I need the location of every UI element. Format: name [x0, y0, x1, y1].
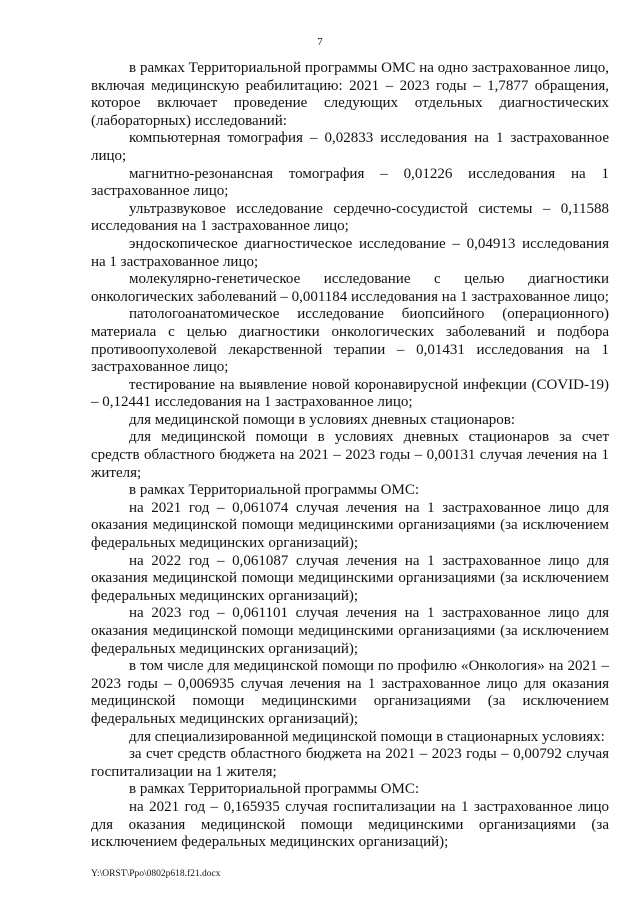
paragraph: на 2021 год – 0,061074 случая лечения на 1 застрахованное лицо для оказания медицинской помощи медицинскими организациями (за исключением федеральных медицинских организаций);	[91, 499, 609, 552]
paragraph: на 2022 год – 0,061087 случая лечения на 1 застрахованное лицо для оказания медицинской помощи медицинскими организациями (за исключением федеральных медицинских организаций);	[91, 552, 609, 604]
paragraph: для специализированной медицинской помощи в стационарных условиях:	[129, 728, 605, 745]
paragraph: патологоанатомическое исследование биопсийного (операционного) материала с целью диагностики онкологических заболеваний и подбора противоопухолевой лекарственной терапии – 0,01431 исследования на 1 застрахованное лицо;	[91, 306, 609, 376]
paragraph: ультразвуковое исследование сердечно-сосудистой системы – 0,11588 исследования на 1 застрахованное лицо;	[91, 200, 609, 235]
document-body	[91, 60, 609, 852]
paragraph: молекулярно-генетическое исследование с целью диагностики онкологических заболеваний – 0,001184 исследования на 1 застрахованное лицо;	[91, 271, 609, 305]
paragraph: в рамках Территориальной программы ОМС:	[129, 482, 420, 499]
paragraph: на 2021 год – 0,165935 случая госпитализации на 1 застрахованное лицо для оказания медицинской помощи медицинскими организациями (за исключением федеральных медицинских организаций);	[91, 798, 609, 851]
paragraph: в том числе для медицинской помощи по профилю «Онкология» на 2021 – 2023 годы – 0,006935 случая лечения на 1 застрахованное лицо для оказания медицинской помощи медицинскими организациями (за исключением федеральных медицинских организаций);	[91, 658, 609, 727]
file-path-footer: Y:\ORST\Ppo\0802p618.f21.docx	[91, 869, 221, 879]
paragraph: магнитно-резонансная томография – 0,01226 исследования на 1 застрахованное лицо;	[91, 165, 609, 200]
page-number: 7	[317, 36, 323, 48]
paragraph: для медицинской помощи в условиях дневных стационаров за счет средств областного бюджета на 2021 – 2023 годы – 0,00131 случая лечения на 1 жителя;	[91, 429, 609, 481]
paragraph: в рамках Территориальной программы ОМС на одно застрахованное лицо, включая медицинскую реабилитацию: 2021 – 2023 годы – 1,7877 обращения, которое включает проведение следующих отдельных диагностических (лабораторных) исследований:	[91, 60, 609, 129]
paragraph: за счет средств областного бюджета на 2021 – 2023 годы – 0,00792 случая госпитализации на 1 жителя;	[91, 746, 609, 780]
paragraph: на 2023 год – 0,061101 случая лечения на 1 застрахованное лицо для оказания медицинской помощи медицинскими организациями (за исключением федеральных медицинских организаций);	[91, 605, 609, 657]
paragraph: тестирование на выявление новой коронавирусной инфекции (COVID-19) – 0,12441 исследования на 1 застрахованное лицо;	[91, 376, 609, 411]
paragraph: компьютерная томография – 0,02833 исследования на 1 застрахованное лицо;	[91, 130, 609, 164]
paragraph: в рамках Территориальной программы ОМС:	[129, 781, 420, 798]
paragraph: эндоскопическое диагностическое исследование – 0,04913 исследования на 1 застрахованное лицо;	[91, 235, 609, 270]
paragraph: для медицинской помощи в условиях дневных стационаров:	[129, 411, 516, 428]
